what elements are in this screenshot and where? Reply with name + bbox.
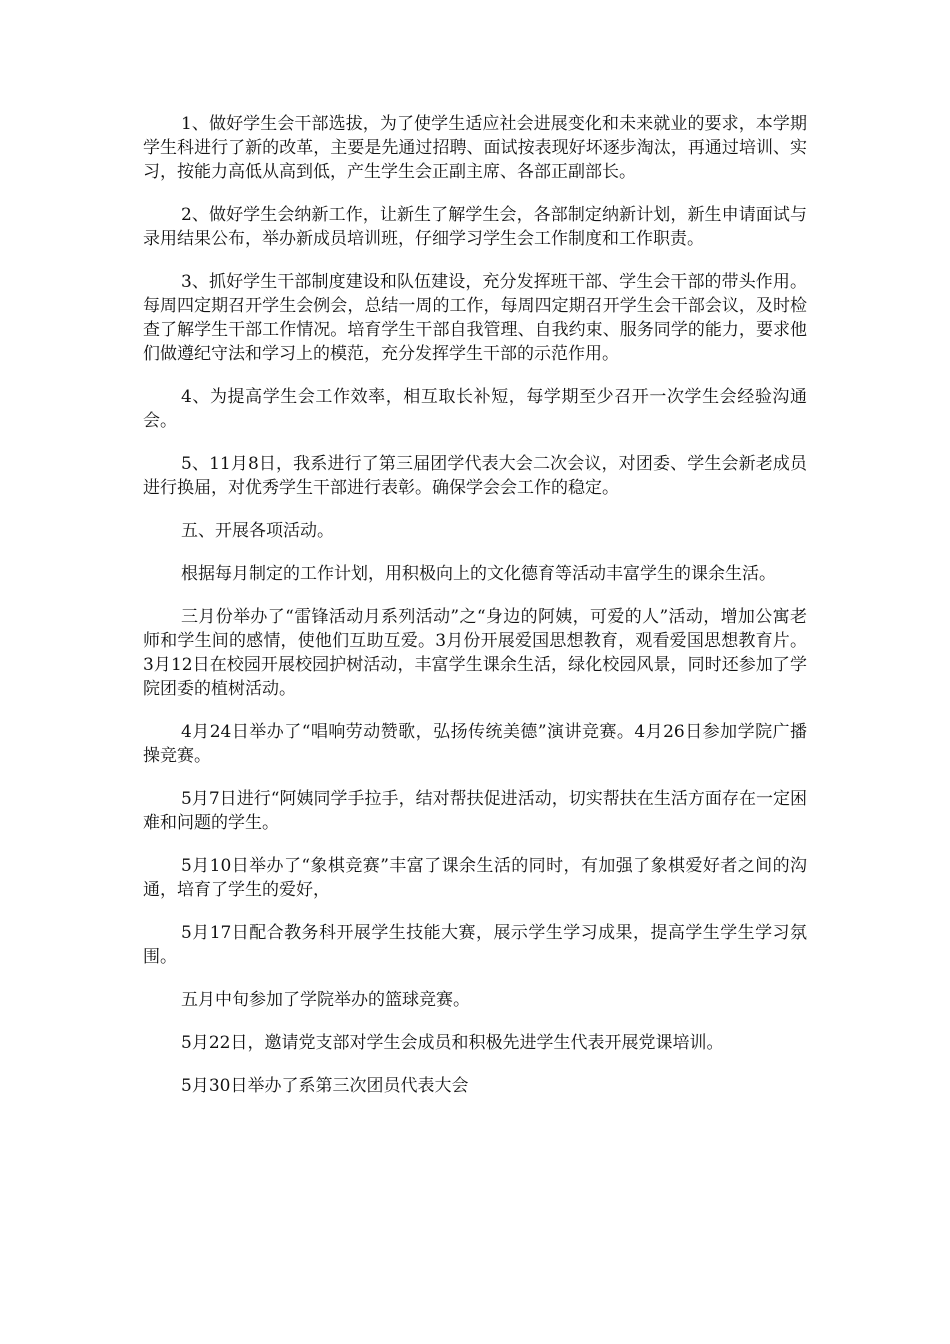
paragraph-10: 5月7日进行“阿姨同学手拉手，结对帮扶促进活动，切实帮扶在生活方面存在一定困难和问题的学生。 — [143, 789, 807, 833]
paragraph-12: 5月17日配合教务科开展学生技能大赛，展示学生学习成果，提高学生学生学习氛围。 — [143, 923, 807, 967]
paragraph-5: 5、11月8日，我系进行了第三届团学代表大会二次会议，对团委、学生会新老成员进行换届，对优秀学生干部进行表彰。确保学会会工作的稳定。 — [143, 454, 807, 498]
paragraph-14: 5月22日，邀请党支部对学生会成员和积极先进学生代表开展党课培训。 — [181, 1033, 724, 1053]
paragraph-7: 根据每月制定的工作计划，用积极向上的文化德育等活动丰富学生的课余生活。 — [181, 564, 776, 584]
paragraph-13: 五月中旬参加了学院举办的篮球竞赛。 — [181, 990, 470, 1010]
paragraph-11: 5月10日举办了“象棋竞赛”丰富了课余生活的同时，有加强了象棋爱好者之间的沟通，培育了学生的爱好， — [143, 856, 807, 900]
paragraph-1: 1、做好学生会干部选拔，为了使学生适应社会进展变化和未来就业的要求，本学期学生科进行了新的改革，主要是先通过招聘、面试按表现好坏逐步淘汰，再通过培训、实习，按能力高低从高到低，产生学生会正副主席、各部正副部长。 — [143, 114, 807, 182]
paragraph-9: 4月24日举办了“唱响劳动赞歌，弘扬传统美德”演讲竞赛。4月26日参加学院广播操竞赛。 — [143, 722, 807, 766]
paragraph-3: 3、抓好学生干部制度建设和队伍建设，充分发挥班干部、学生会干部的带头作用。每周四定期召开学生会例会，总结一周的工作，每周四定期召开学生会干部会议，及时检查了解学生干部工作情况。培育学生干部自我管理、自我约束、服务同学的能力，要求他们做遵纪守法和学习上的模范，充分发挥学生干部的示范作用。 — [143, 272, 807, 364]
paragraph-4: 4、为提高学生会工作效率，相互取长补短，每学期至少召开一次学生会经验沟通会。 — [143, 387, 807, 431]
section-heading: 五、开展各项活动。 — [181, 521, 334, 541]
paragraph-8: 三月份举办了“雷锋活动月系列活动”之“身边的阿姨，可爱的人”活动，增加公寓老师和学生间的感情，使他们互助互爱。3月份开展爱国思想教育，观看爱国思想教育片。3月12日在校园开展校园护树活动，丰富学生课余生活，绿化校园风景，同时还参加了学院团委的植树活动。 — [143, 607, 807, 699]
paragraph-15: 5月30日举办了系第三次团员代表大会 — [181, 1076, 469, 1096]
paragraph-2: 2、做好学生会纳新工作，让新生了解学生会，各部制定纳新计划，新生申请面试与录用结果公布，举办新成员培训班，仔细学习学生会工作制度和工作职责。 — [143, 205, 807, 249]
document-body — [143, 112, 807, 1117]
